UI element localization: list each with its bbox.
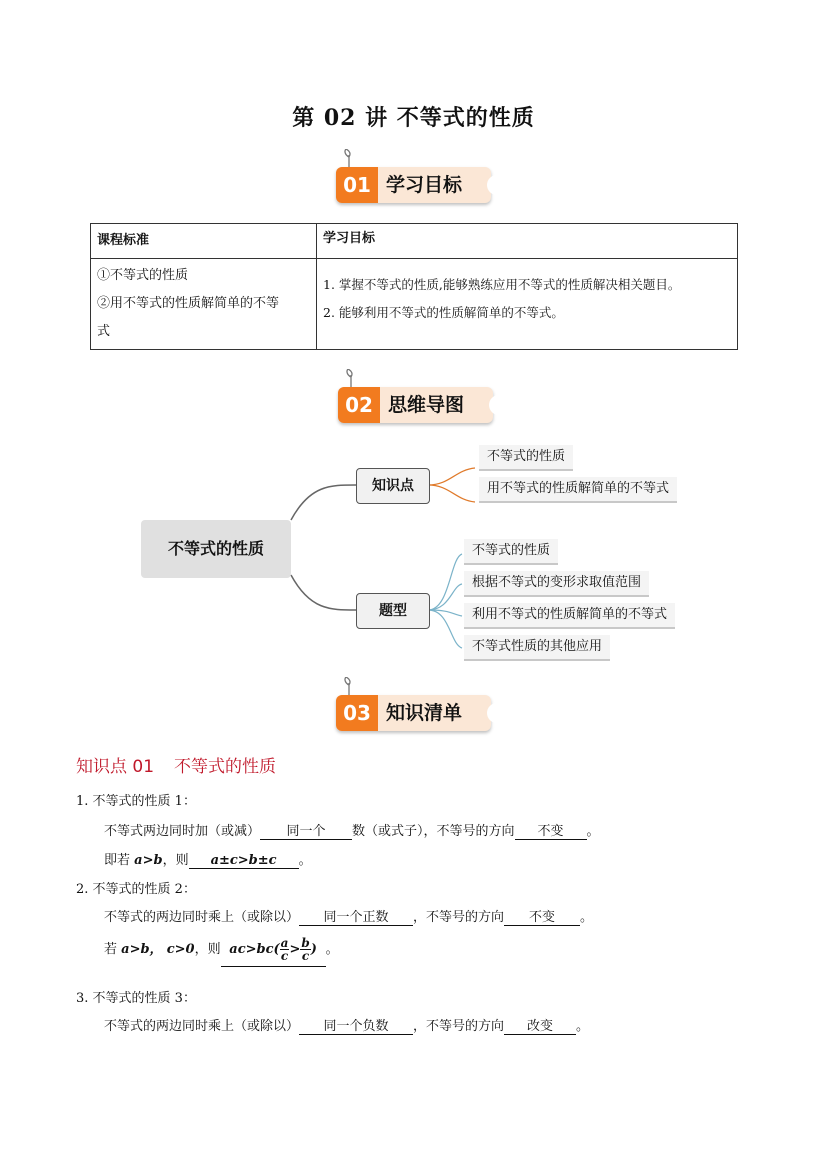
mindmap-leaf: 不等式的性质 xyxy=(464,539,558,565)
answer-blank: 不变 xyxy=(515,820,587,840)
answer-blank: ac>bc( $\frac{a}{c}$ > $\frac{b}{c}$ ) xyxy=(221,936,326,967)
knowledge-heading: 知识点 01 不等式的性质 xyxy=(76,757,277,777)
answer-blank: 同一个正数 xyxy=(299,906,413,926)
mindmap-leaf: 利用不等式的性质解简单的不等式 xyxy=(464,603,675,629)
section-badge-mindmap: 02 思维导图 xyxy=(338,383,493,423)
page-title: 第 02 讲 不等式的性质 xyxy=(292,105,535,131)
goals-table xyxy=(90,223,738,350)
property-1-statement: 不等式两边同时加（或减） 同一个 数（或式子），不等号的方向 不变 。 xyxy=(104,820,600,840)
property-2-statement: 不等式的两边同时乘上（或除以） 同一个正数 ，不等号的方向 不变 。 xyxy=(104,906,593,926)
answer-blank: 同一个 xyxy=(260,820,352,840)
property-3-statement: 不等式的两边同时乘上（或除以） 同一个负数 ，不等号的方向 改变 。 xyxy=(104,1015,589,1035)
property-3-title: 3. 不等式的性质 3： xyxy=(76,991,196,1006)
table-header: 课程标准 xyxy=(91,224,317,259)
mindmap-branch-types: 题型 xyxy=(356,593,430,629)
mindmap-leaf: 用不等式的性质解简单的不等式 xyxy=(479,477,677,503)
answer-blank: a±c>b±c xyxy=(189,853,299,869)
mindmap-branch-knowledge: 知识点 xyxy=(356,468,430,504)
sprout-icon xyxy=(342,149,356,169)
mindmap-leaf: 根据不等式的变形求取值范围 xyxy=(464,571,649,597)
property-1-formula: 即若 a>b，则 a±c>b±c 。 xyxy=(104,853,312,868)
answer-blank: 不变 xyxy=(504,906,580,926)
property-1-title: 1. 不等式的性质 1： xyxy=(76,794,196,809)
standards-cell: ①不等式的性质 ②用不等式的性质解简单的不等 式 xyxy=(91,259,317,350)
mindmap-root: 不等式的性质 xyxy=(141,520,291,578)
answer-blank: 同一个负数 xyxy=(299,1015,413,1035)
property-2-formula: 若 a>b， c>0，则 ac>bc( $\frac{a}{c}$ > $\frac{b}{c}$ ) 。 xyxy=(104,936,339,967)
objectives-cell: 1. 掌握不等式的性质,能够熟练应用不等式的性质解决相关题目。 2. 能够利用不等式的性质解简单的不等式。 xyxy=(317,259,738,350)
table-header: 学习目标 xyxy=(317,224,738,259)
property-2-title: 2. 不等式的性质 2： xyxy=(76,882,196,897)
section-badge-knowledge: 03 知识清单 xyxy=(336,691,491,731)
answer-blank: 改变 xyxy=(504,1015,576,1035)
mindmap-leaf: 不等式的性质 xyxy=(479,445,573,471)
section-badge-goals: 01 学习目标 xyxy=(336,163,491,203)
mindmap-connectors xyxy=(0,430,827,670)
mindmap-leaf: 不等式性质的其他应用 xyxy=(464,635,610,661)
sprout-icon xyxy=(344,369,358,389)
sprout-icon xyxy=(342,677,356,697)
